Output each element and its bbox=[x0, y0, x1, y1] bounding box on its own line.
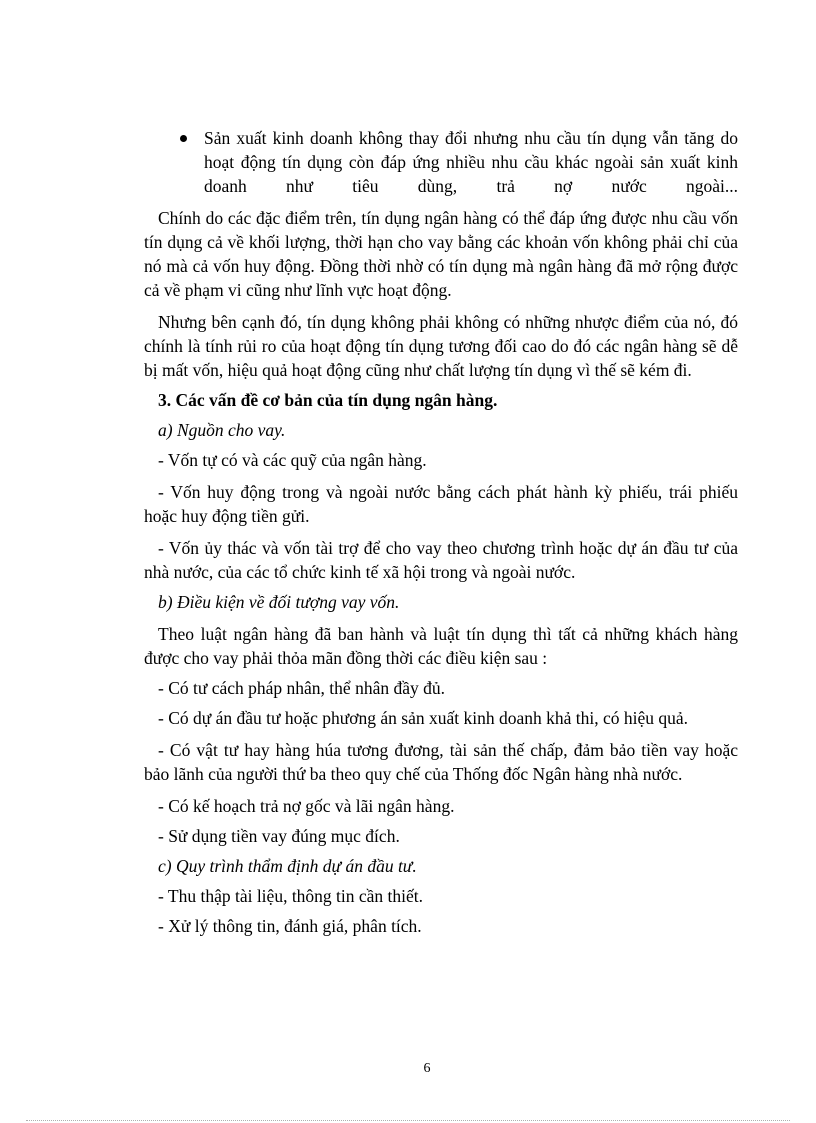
page-bottom-border bbox=[26, 1120, 790, 1121]
list-item: - Có vật tư hay hàng húa tương đương, tài sản thế chấp, đảm bảo tiền vay hoặc bảo lãnh của người thứ ba theo quy chế của Thống đốc Ngân hàng nhà nước. bbox=[144, 740, 738, 784]
page-number: 6 bbox=[423, 1061, 431, 1076]
section-heading: 3. Các vấn đề cơ bản của tín dụng ngân hàng. bbox=[158, 390, 498, 410]
subsection-a-title: a) Nguồn cho vay. bbox=[158, 420, 286, 440]
list-item: - Có kế hoạch trả nợ gốc và lãi ngân hàng. bbox=[158, 796, 455, 816]
subsection-c-title: c) Quy trình thẩm định dự án đầu tư. bbox=[158, 856, 417, 876]
list-item: - Xử lý thông tin, đánh giá, phân tích. bbox=[158, 916, 422, 936]
list-item: - Sử dụng tiền vay đúng mục đích. bbox=[158, 826, 400, 846]
list-item: - Vốn huy động trong và ngoài nước bằng cách phát hành kỳ phiếu, trái phiếu hoặc huy động tiền gửi. bbox=[144, 482, 738, 526]
page-content bbox=[144, 126, 738, 938]
list-item: - Vốn tự có và các quỹ của ngân hàng. bbox=[158, 450, 427, 470]
list-item: - Thu thập tài liệu, thông tin cần thiết. bbox=[158, 886, 424, 906]
list-item: - Có dự án đầu tư hoặc phương án sản xuất kinh doanh khả thi, có hiệu quả. bbox=[158, 708, 689, 728]
list-item: - Có tư cách pháp nhân, thể nhân đầy đủ. bbox=[158, 678, 445, 698]
bullet-list-item bbox=[144, 126, 738, 198]
list-item: - Vốn ủy thác và vốn tài trợ để cho vay theo chương trình hoặc dự án đầu tư của nhà nước, của các tổ chức kinh tế xã hội trong và ngoài nước. bbox=[144, 538, 738, 582]
bullet-item-text: Sản xuất kinh doanh không thay đổi nhưng nhu cầu tín dụng vẫn tăng do hoạt động tín dụng còn đáp ứng nhiều nhu cầu khác ngoài sản xuất kinh doanh như tiêu dùng, trả nợ nước ngoài... bbox=[204, 128, 738, 196]
subsection-b-intro: Theo luật ngân hàng đã ban hành và luật tín dụng thì tất cả những khách hàng được cho vay phải thỏa mãn đồng thời các điều kiện sau : bbox=[144, 624, 738, 668]
bullet-icon bbox=[180, 135, 187, 142]
paragraph-characteristics: Chính do các đặc điểm trên, tín dụng ngân hàng có thể đáp ứng được nhu cầu vốn tín dụng cả về khối lượng, thời hạn cho vay bằng các khoản vốn không phải chỉ của nó mà cả vốn huy động. Đồng thời nhờ có tín dụng mà ngân hàng đã mở rộng được cả về phạm vi cũng như lĩnh vực hoạt động. bbox=[144, 208, 738, 300]
paragraph-drawbacks: Nhưng bên cạnh đó, tín dụng không phải không có những nhược điểm của nó, đó chính là tính rủi ro của hoạt động tín dụng tương đối cao do đó các ngân hàng sẽ dễ bị mất vốn, hiệu quả hoạt động cũng như chất lượng tín dụng vì thế sẽ kém đi. bbox=[144, 312, 738, 380]
subsection-b-title: b) Điều kiện về đối tượng vay vốn. bbox=[158, 592, 400, 612]
